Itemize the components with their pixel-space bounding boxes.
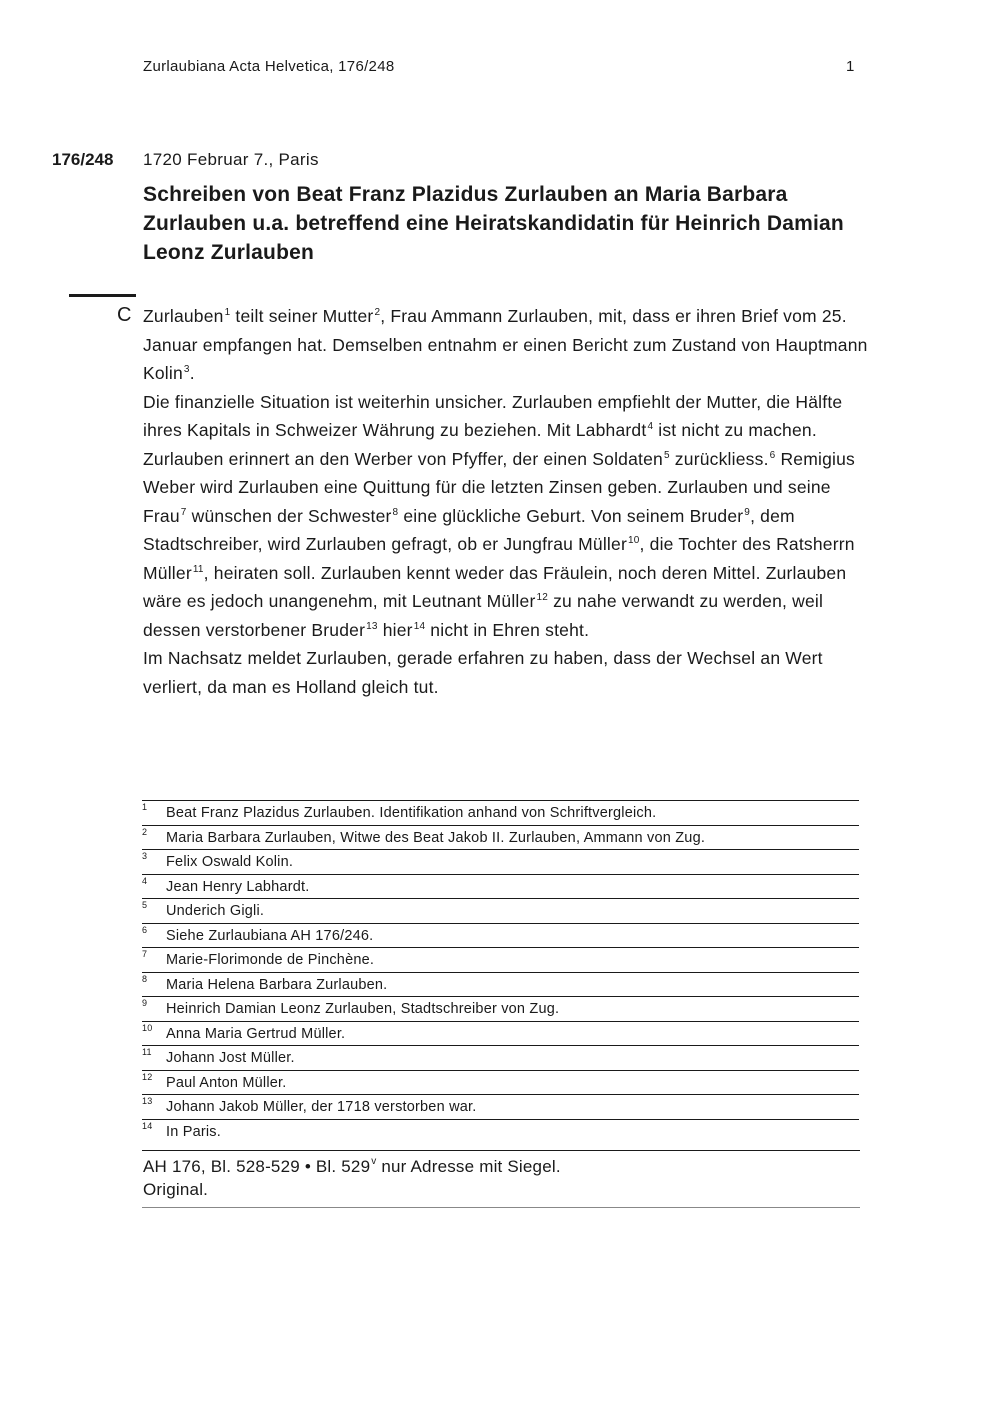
source-reference: AH 176, Bl. 528-529 • Bl. 529 — [143, 1157, 371, 1176]
section-marker — [69, 294, 136, 297]
footnote — [142, 801, 859, 826]
footnote-number: 4 — [142, 875, 148, 886]
footnote-number: 8 — [142, 973, 148, 984]
footnote-text: Johann Jost Müller. — [166, 1050, 295, 1066]
regest-paragraph: Im Nachsatz meldet Zurlauben, gerade erfahren zu haben, dass der Wechsel an Wert verliert, da man es Holland gleich tut. — [143, 648, 823, 697]
text: eine glückliche Geburt. Von seinem Bruder — [398, 505, 744, 526]
footnote-text: Paul Anton Müller. — [166, 1074, 287, 1091]
footnote-ref[interactable]: 9 — [744, 506, 751, 518]
footnote-text: Jean Henry Labhardt. — [166, 878, 310, 895]
regest-text — [143, 302, 873, 701]
text: Zurlauben — [143, 306, 224, 326]
footnote — [142, 997, 859, 1022]
footnote-number: 1 — [142, 802, 148, 812]
footnote — [142, 1120, 859, 1144]
footnote-number: 7 — [142, 949, 148, 959]
document-id: 176/248 — [52, 150, 114, 169]
footnote-ref[interactable]: 8 — [392, 506, 399, 518]
text: hier — [377, 619, 413, 640]
footnote-text: Felix Oswald Kolin. — [166, 854, 294, 870]
footnote-list — [142, 800, 859, 1143]
footnote-number: 5 — [142, 900, 148, 910]
footnote-text: Maria Barbara Zurlauben, Witwe des Beat Jakob II. Zurlauben, Ammann von Zug. — [166, 829, 706, 846]
source-line — [143, 1155, 860, 1178]
footnote-ref[interactable]: 2 — [374, 307, 381, 318]
footnote-text: Maria Helena Barbara Zurlauben. — [166, 976, 388, 993]
text: Remigius Weber wird Zurlauben eine Quittung für die letzten Zinsen geben. Zurlauben und seine Frau — [143, 448, 856, 526]
running-header: Zurlaubiana Acta Helvetica, 176/248 — [143, 58, 395, 75]
footnote-ref[interactable]: 5 — [663, 449, 670, 461]
footnote-text: Johann Jakob Müller, der 1718 verstorben war. — [166, 1099, 477, 1115]
footnote-number: 14 — [142, 1120, 153, 1131]
footnote — [142, 924, 859, 949]
verso-mark: v — [371, 1156, 377, 1167]
text: wünschen der Schwester — [186, 505, 392, 526]
document-date-place: 1720 Februar 7., Paris — [143, 150, 319, 169]
footnote-ref[interactable]: 10 — [627, 535, 640, 546]
footnote-number: 11 — [142, 1047, 152, 1057]
footnote — [142, 948, 859, 973]
source-note — [142, 1150, 860, 1208]
footnote-number: 10 — [142, 1022, 153, 1033]
document-title: Schreiben von Beat Franz Plazidus Zurlauben an Maria Barbara Zurlauben u.a. betreffend eine Heiratskandidatin für Heinrich Damian Leonz Zurlauben — [143, 183, 844, 264]
footnote-text: Underich Gigli. — [166, 903, 265, 919]
text: , dem Stadtschreiber, wird Zurlauben gefragt, ob er Jungfrau Müller — [143, 505, 795, 554]
footnote-ref[interactable]: 12 — [536, 592, 549, 603]
footnote-ref[interactable]: 6 — [769, 449, 776, 461]
footnote-text: Heinrich Damian Leonz Zurlauben, Stadtschreiber von Zug. — [166, 1001, 560, 1017]
footnote-ref[interactable]: 7 — [180, 506, 187, 518]
footnote-number: 3 — [142, 851, 148, 861]
text: . — [189, 363, 195, 383]
text: nicht in Ehren steht. — [425, 619, 590, 640]
footnote-ref[interactable]: 4 — [647, 421, 654, 432]
footnote — [142, 826, 859, 851]
footnote-number: 12 — [142, 1071, 153, 1082]
footnote — [142, 899, 859, 924]
footnote-number: 9 — [142, 998, 148, 1008]
regest-paragraph — [143, 388, 873, 445]
text: teilt seiner Mutter — [230, 306, 374, 326]
footnote-text: In Paris. — [166, 1123, 221, 1140]
source-type: Original. — [143, 1180, 209, 1199]
text: , die Tochter des Ratsherrn Müller — [143, 534, 855, 583]
text: Zurlauben erinnert an den Werber von Pfyffer, der einen Soldaten — [143, 448, 663, 469]
footnote-text: Marie-Florimonde de Pinchène. — [166, 952, 375, 968]
footnote — [142, 875, 859, 900]
footnote — [142, 1095, 859, 1120]
footnote-ref[interactable]: 14 — [413, 620, 426, 632]
regest-letter: C — [117, 304, 132, 326]
regest-paragraph — [143, 445, 873, 645]
footnote-ref[interactable]: 1 — [224, 307, 231, 318]
regest-paragraph — [143, 302, 873, 388]
footnote-text: Siehe Zurlaubiana AH 176/246. — [166, 927, 374, 944]
footnote — [142, 1022, 859, 1047]
footnote-text: Beat Franz Plazidus Zurlauben. Identifikation anhand von Schriftvergleich. — [166, 805, 657, 821]
text: ist nicht zu machen. — [653, 420, 817, 440]
footnote-number: 2 — [142, 826, 148, 837]
text: , heiraten soll. Zurlauben kennt weder das Fräulein, noch deren Mittel. Zurlauben wäre es jedoch unangenehm, mit Leutnant Müller — [143, 562, 847, 611]
footnote-text: Anna Maria Gertrud Müller. — [166, 1025, 346, 1042]
footnote-ref[interactable]: 13 — [366, 620, 378, 632]
footnote — [142, 850, 859, 875]
text: zurückliess. — [669, 448, 769, 469]
footnote-number: 6 — [142, 924, 148, 935]
footnote-number: 13 — [142, 1096, 153, 1106]
footnote — [142, 1071, 859, 1096]
footnote-ref[interactable]: 11 — [192, 563, 204, 575]
text: Die finanzielle Situation ist weiterhin unsicher. Zurlauben empfiehlt der Mutter, die Hälfte ihres Kapitals in Schweizer Währung zu beziehen. Mit Labhardt — [143, 391, 843, 440]
text: zu nahe verwandt zu werden, weil dessen verstorbener Bruder — [143, 591, 824, 640]
source-description: nur Adresse mit Siegel. — [376, 1157, 561, 1176]
footnote — [142, 1046, 859, 1071]
page-number: 1 — [846, 58, 855, 75]
footnote — [142, 973, 859, 998]
text: , Frau Ammann Zurlauben, mit, dass er ihren Brief vom 25. Januar empfangen hat. Demselben entnahm er einen Bericht zum Zustand von Hauptmann Kolin — [143, 306, 868, 383]
footnote-ref[interactable]: 3 — [183, 364, 190, 375]
